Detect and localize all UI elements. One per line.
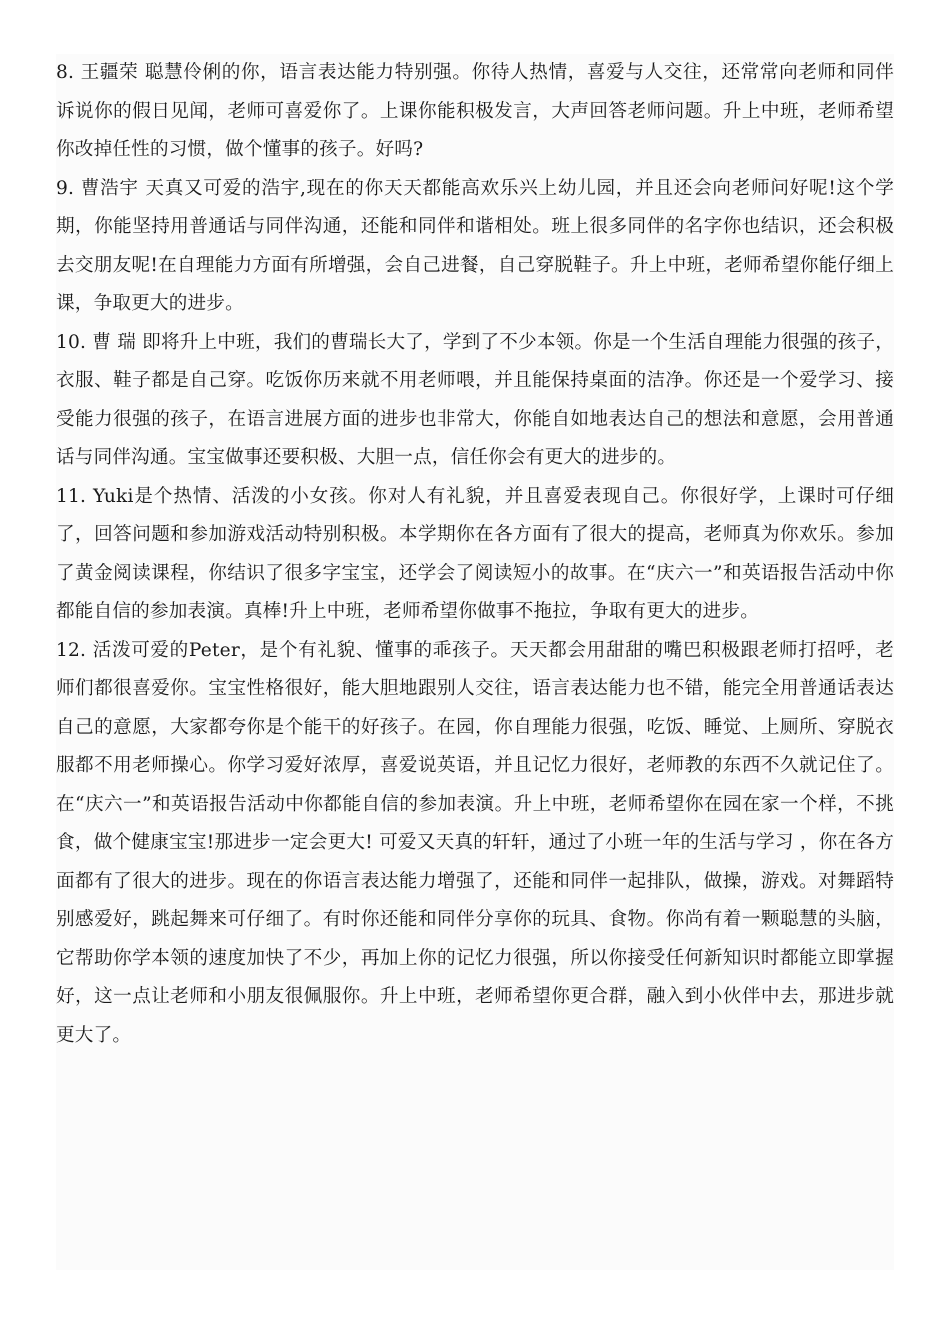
comment-paragraph-11: 11. Yuki是个热情、活泼的小女孩。你对人有礼貌，并且喜爱表现自己。你很好学，上课时可仔细了，回答问题和参加游戏活动特别积极。本学期你在各方面有了很大的提高，老师真为你欢乐。参加了黄金阅读课程，你结识了很多字宝宝，还学会了阅读短小的故事。在“庆六一”和英语报告活动中你都能自信的参加表演。真棒!升上中班，老师希望你做事不拖拉，争取有更大的进步。 [56, 485, 894, 622]
comment-paragraph-12: 12. 活泼可爱的Peter，是个有礼貌、懂事的乖孩子。天天都会用甜甜的嘴巴积极跟老师打招呼，老师们都很喜爱你。宝宝性格很好，能大胆地跟别人交往，语言表达能力也不错，能完全用普通话表达自己的意愿，大家都夸你是个能干的好孩子。在园，你自理能力很强，吃饭、睡觉、上厕所、穿脱衣服都不用老师操心。你学习爱好浓厚，喜爱说英语，并且记忆力很好，老师教的东西不久就记住了。在“庆六一”和英语报告活动中你都能自信的参加表演。升上中班，老师希望你在园在家一个样，不挑食，做个健康宝宝!那进步一定会更大! 可爱又天真的轩轩，通过了小班一年的生活与学习 ，你在各方面都有了很大的进步。现在的你语言表达能力增强了，还能和同伴一起排队，做操，游戏。对舞蹈特别感爱好，跳起舞来可仔细了。有时你还能和同伴分享你的玩具、食物。你尚有着一颗聪慧的头脑，它帮助你学本领的速度加快了不少，再加上你的记忆力很强，所以你接受任何新知识时都能立即掌握好，这一点让老师和小朋友很佩服你。升上中班，老师希望你更合群，融入到小伙伴中去，那进步就更大了。 [56, 639, 894, 1046]
document-page [56, 54, 894, 1270]
comment-paragraph-8: 8. 王疆荣 聪慧伶俐的你，语言表达能力特别强。你待人热情，喜爱与人交往，还常常向老师和同伴诉说你的假日见闻，老师可喜爱你了。上课你能积极发言，大声回答老师问题。升上中班，老师希望你改掉任性的习惯，做个懂事的孩子。好吗? [56, 62, 894, 160]
comment-paragraph-10: 10. 曹 瑞 即将升上中班，我们的曹瑞长大了，学到了不少本领。你是一个生活自理能力很强的孩子，衣服、鞋子都是自己穿。吃饭你历来就不用老师喂，并且能保持桌面的洁净。你还是一个爱学习、接受能力很强的孩子，在语言进展方面的进步也非常大，你能自如地表达自己的想法和意愿，会用普通话与同伴沟通。宝宝做事还要积极、大胆一点，信任你会有更大的进步的。 [56, 331, 894, 468]
comment-paragraph-9: 9. 曹浩宇 天真又可爱的浩宇,现在的你天天都能高欢乐兴上幼儿园，并且还会向老师问好呢!这个学期，你能坚持用普通话与同伴沟通，还能和同伴和谐相处。班上很多同伴的名字你也结识，还会积极去交朋友呢!在自理能力方面有所增强，会自己进餐，自己穿脱鞋子。升上中班，老师希望你能仔细上课，争取更大的进步。 [56, 177, 894, 314]
